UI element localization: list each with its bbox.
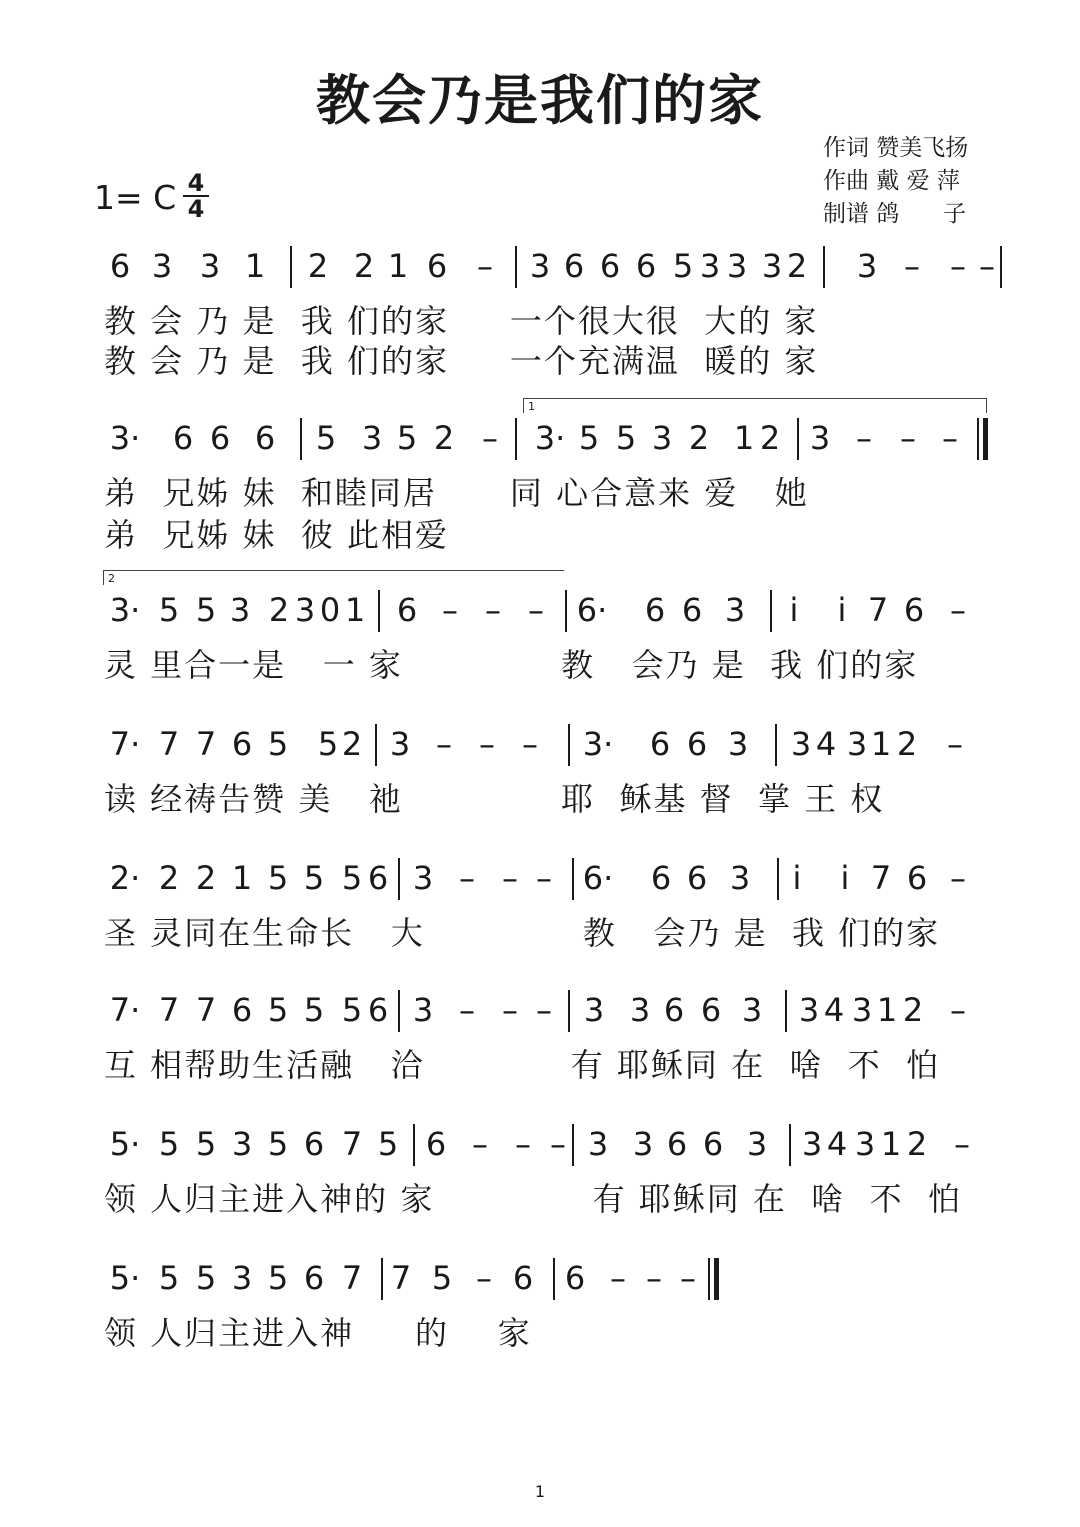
note: 6 — [663, 991, 685, 1029]
note: – — [472, 1125, 488, 1163]
volta-bracket — [103, 570, 564, 585]
note: 2 — [896, 725, 918, 763]
note: – — [950, 591, 966, 629]
note: 3 — [632, 1125, 654, 1163]
note: 1 — [387, 247, 409, 285]
lyric-line: 教 会 乃 是 我 们的家 一个很大很 大的 家 — [104, 302, 819, 340]
lyric-line: 弟 兄姊 妹 和睦同居 同 心合意来 爱 她 — [104, 474, 809, 512]
note: 3 — [746, 1125, 768, 1163]
note: 5 — [267, 859, 289, 897]
note: 7 — [870, 859, 892, 897]
barline — [785, 990, 787, 1032]
time-signature — [183, 169, 209, 223]
barline — [378, 590, 380, 632]
note: 6 — [906, 859, 928, 897]
note: 2 — [341, 725, 363, 763]
note: – — [479, 725, 495, 763]
note: – — [536, 859, 552, 897]
note: – — [950, 991, 966, 1029]
note: 7 — [158, 725, 180, 763]
note: – — [502, 991, 518, 1029]
note: 6 — [425, 1125, 447, 1163]
notation-line — [0, 410, 1080, 460]
key-signature: 1= C — [94, 178, 177, 217]
lyric-line: 圣 灵同在生命长 大 教 会乃 是 我 们的家 — [104, 914, 941, 952]
note: 3 — [412, 859, 434, 897]
lyric-line: 灵 里合一是 一 家 教 会乃 是 我 们的家 — [104, 646, 919, 684]
note: 3 — [583, 991, 605, 1029]
note: 4 — [826, 1125, 848, 1163]
notation-line — [0, 238, 1080, 288]
note: 5 — [315, 419, 337, 457]
final-barline — [983, 418, 988, 460]
note: 5 — [267, 1259, 289, 1297]
note: 6 — [512, 1259, 534, 1297]
barline — [572, 1124, 574, 1166]
note: i — [789, 591, 799, 629]
note: 6 — [700, 991, 722, 1029]
note: 6 — [702, 1125, 724, 1163]
volta-number: 1 — [528, 400, 535, 413]
note: 5 — [578, 419, 600, 457]
note: – — [502, 859, 518, 897]
notation-line — [0, 850, 1080, 900]
note: 3 — [699, 247, 721, 285]
note: 6 — [172, 419, 194, 457]
note: 6 — [686, 725, 708, 763]
note: 4 — [815, 725, 837, 763]
note: 2 — [353, 247, 375, 285]
note: 5 — [267, 991, 289, 1029]
note: – — [485, 591, 501, 629]
note: 6 — [649, 725, 671, 763]
note: 1 — [880, 1125, 902, 1163]
note: 6 — [563, 247, 585, 285]
barline — [553, 1258, 555, 1300]
note: 3 — [854, 1125, 876, 1163]
note: – — [947, 725, 963, 763]
note: i — [792, 859, 802, 897]
note: 6· — [582, 859, 614, 897]
note: 5 — [615, 419, 637, 457]
note: 5 — [195, 1259, 217, 1297]
note: 5 — [195, 1125, 217, 1163]
barline — [708, 1258, 710, 1300]
note: 5 — [303, 991, 325, 1029]
notation-line — [0, 1116, 1080, 1166]
note: 2 — [786, 247, 808, 285]
barline — [1000, 246, 1002, 288]
note: – — [610, 1259, 626, 1297]
note: 3 — [809, 419, 831, 457]
note: 7· — [109, 725, 141, 763]
note: 3· — [534, 419, 566, 457]
note: 5· — [109, 1125, 141, 1163]
note: 2 — [433, 419, 455, 457]
song-title: 教会乃是我们的家 — [316, 69, 764, 132]
note: 4 — [823, 991, 845, 1029]
barline — [565, 590, 567, 632]
barline — [515, 418, 517, 460]
note: 6 — [666, 1125, 688, 1163]
note: – — [515, 1125, 531, 1163]
note: 1 — [733, 419, 755, 457]
note: 3 — [851, 991, 873, 1029]
note: 6 — [303, 1259, 325, 1297]
note: – — [476, 1259, 492, 1297]
note: 6 — [367, 991, 389, 1029]
lyric-line: 弟 兄姊 妹 彼 此相爱 — [104, 516, 450, 554]
note: i — [840, 859, 850, 897]
note: 1 — [344, 591, 366, 629]
note: 7 — [158, 991, 180, 1029]
note: 6 — [254, 419, 276, 457]
barline — [300, 418, 302, 460]
note: 6 — [635, 247, 657, 285]
note: 5 — [341, 859, 363, 897]
note: 3 — [361, 419, 383, 457]
barline — [568, 990, 570, 1032]
note: – — [954, 1125, 970, 1163]
note: 1 — [870, 725, 892, 763]
note: 2 — [906, 1125, 928, 1163]
barline — [375, 724, 377, 766]
lyric-line: 领 人归主进入神 的 家 — [104, 1314, 532, 1352]
note: 3 — [729, 859, 751, 897]
note: 3 — [726, 247, 748, 285]
note: 6 — [396, 591, 418, 629]
meter-top: 4 — [187, 169, 205, 197]
page-number: 1 — [534, 1482, 546, 1501]
note: 6 — [231, 725, 253, 763]
note: 0 — [319, 591, 341, 629]
note: 6 — [599, 247, 621, 285]
note: – — [459, 859, 475, 897]
note: 1 — [244, 247, 266, 285]
note: 6 — [650, 859, 672, 897]
note: 3 — [629, 991, 651, 1029]
meter-bottom: 4 — [187, 195, 205, 223]
note: 3 — [798, 991, 820, 1029]
note: 6 — [231, 991, 253, 1029]
note: 5 — [267, 725, 289, 763]
note: – — [900, 419, 916, 457]
note: 6 — [644, 591, 666, 629]
note: 6 — [426, 247, 448, 285]
note: – — [550, 1125, 566, 1163]
note: – — [646, 1259, 662, 1297]
barline — [789, 1124, 791, 1166]
barline — [413, 1124, 415, 1166]
note: 6 — [903, 591, 925, 629]
lyric-line: 互 相帮助生活融 洽 有 耶稣同 在 啥 不 怕 — [104, 1046, 941, 1084]
note: 6· — [576, 591, 608, 629]
notation-line — [0, 1250, 1080, 1300]
note: 6 — [109, 247, 131, 285]
note: 7 — [195, 991, 217, 1029]
note: 6 — [564, 1259, 586, 1297]
note: 7 — [390, 1259, 412, 1297]
note: 6 — [681, 591, 703, 629]
note: 1 — [231, 859, 253, 897]
note: – — [528, 591, 544, 629]
note: 5· — [109, 1259, 141, 1297]
note: 3· — [109, 419, 141, 457]
note: 5 — [341, 991, 363, 1029]
barline — [823, 246, 825, 288]
note: 3· — [109, 591, 141, 629]
note: – — [436, 725, 452, 763]
note: 5 — [431, 1259, 453, 1297]
note: 3 — [727, 725, 749, 763]
note: 3 — [724, 591, 746, 629]
note: 7 — [341, 1125, 363, 1163]
note: 3 — [761, 247, 783, 285]
note: 3 — [151, 247, 173, 285]
barline — [398, 858, 400, 900]
note: 5 — [267, 1125, 289, 1163]
note: 7· — [109, 991, 141, 1029]
barline — [398, 990, 400, 1032]
note: – — [950, 247, 966, 285]
note: 5 — [195, 591, 217, 629]
note: i — [837, 591, 847, 629]
note: 2 — [158, 859, 180, 897]
note: 2 — [902, 991, 924, 1029]
note: – — [979, 247, 995, 285]
note: 3 — [231, 1125, 253, 1163]
note: – — [536, 991, 552, 1029]
note: – — [522, 725, 538, 763]
lyric-line: 读 经祷告赞 美 祂 耶 稣基 督 掌 王 权 — [104, 780, 885, 818]
note: – — [477, 247, 493, 285]
notation-line — [0, 716, 1080, 766]
note: 6 — [367, 859, 389, 897]
note: 2 — [307, 247, 329, 285]
note: 5 — [317, 725, 339, 763]
barline — [381, 1258, 383, 1300]
note: – — [459, 991, 475, 1029]
note: 3 — [199, 247, 221, 285]
note: 3 — [856, 247, 878, 285]
note: 2· — [109, 859, 141, 897]
barline — [568, 724, 570, 766]
note: 3 — [651, 419, 673, 457]
barline — [515, 246, 517, 288]
note: 5 — [672, 247, 694, 285]
note: 5 — [158, 591, 180, 629]
lyric-line: 教 会 乃 是 我 们的家 一个充满温 暖的 家 — [104, 342, 819, 380]
barline — [290, 246, 292, 288]
note: 5 — [158, 1259, 180, 1297]
note: 3 — [587, 1125, 609, 1163]
lyricist-credit: 作词 赞美飞扬 — [823, 135, 969, 161]
note: 7 — [341, 1259, 363, 1297]
note: – — [442, 591, 458, 629]
note: 2 — [688, 419, 710, 457]
note: – — [904, 247, 920, 285]
note: 6 — [209, 419, 231, 457]
note: 6 — [686, 859, 708, 897]
note: 2 — [268, 591, 290, 629]
note: 2 — [759, 419, 781, 457]
notation-line — [0, 982, 1080, 1032]
note: 5 — [158, 1125, 180, 1163]
note: 3 — [231, 1259, 253, 1297]
note: – — [482, 419, 498, 457]
note: 5 — [396, 419, 418, 457]
barline — [777, 858, 779, 900]
note: 7 — [867, 591, 889, 629]
barline — [770, 590, 772, 632]
note: – — [680, 1259, 696, 1297]
note: 5 — [377, 1125, 399, 1163]
transcriber-credit: 制谱 鸽 子 — [823, 201, 967, 227]
barline — [572, 858, 574, 900]
note: 3 — [741, 991, 763, 1029]
note: 5 — [303, 859, 325, 897]
note: 3 — [801, 1125, 823, 1163]
note: 3 — [846, 725, 868, 763]
note: – — [950, 859, 966, 897]
note: 1 — [876, 991, 898, 1029]
composer-credit: 作曲 戴 爱 萍 — [823, 168, 960, 194]
notation-line — [0, 582, 1080, 632]
note: 7 — [195, 725, 217, 763]
note: 3 — [412, 991, 434, 1029]
note: 6 — [303, 1125, 325, 1163]
credits — [823, 132, 968, 231]
barline — [977, 418, 979, 460]
volta-number: 2 — [108, 572, 115, 585]
note: 3· — [582, 725, 614, 763]
barline — [797, 418, 799, 460]
final-barline — [714, 1258, 719, 1300]
note: 3 — [529, 247, 551, 285]
note: 3 — [389, 725, 411, 763]
volta-bracket — [523, 398, 987, 413]
barline — [775, 724, 777, 766]
note: 3 — [229, 591, 251, 629]
note: 3 — [790, 725, 812, 763]
note: 2 — [195, 859, 217, 897]
lyric-line: 领 人归主进入神的 家 有 耶稣同 在 啥 不 怕 — [104, 1180, 962, 1218]
note: – — [942, 419, 958, 457]
note: 3 — [294, 591, 316, 629]
note: – — [856, 419, 872, 457]
